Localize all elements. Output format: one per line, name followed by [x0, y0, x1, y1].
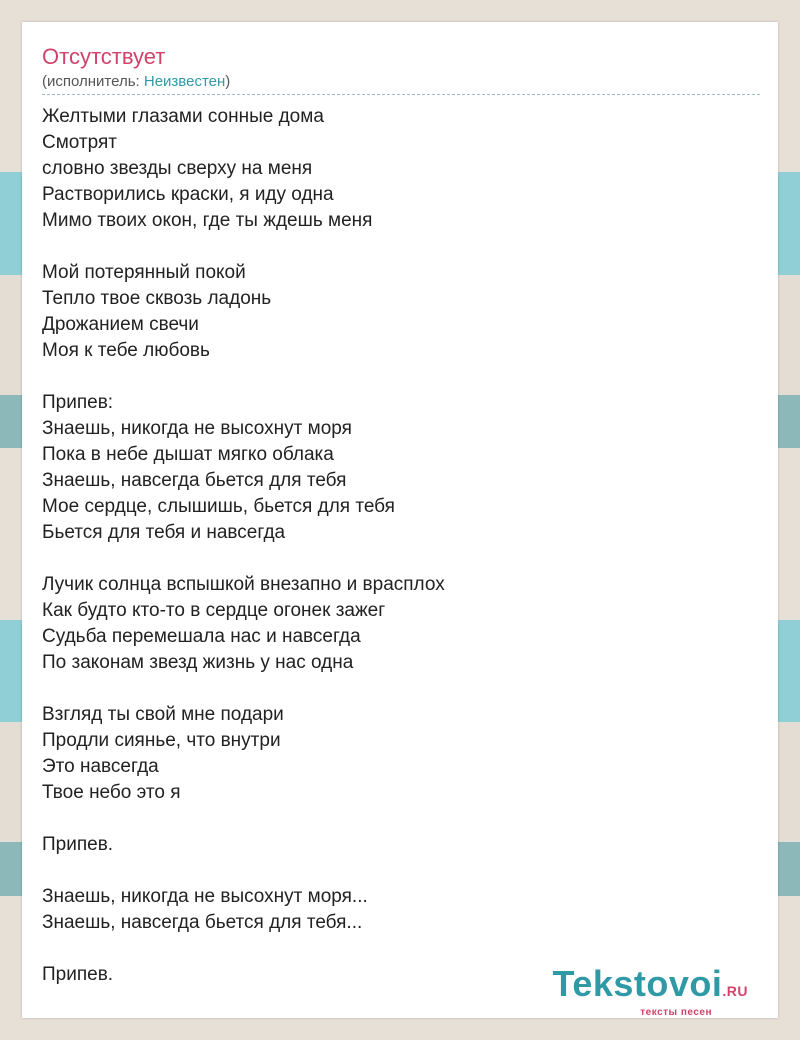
- lyric-line: [42, 234, 742, 260]
- lyric-line: Как будто кто-то в сердце огонек зажег: [42, 600, 386, 621]
- lyric-line: Мой потерянный покой: [42, 262, 246, 283]
- lyric-line: Знаешь, навсегда бьется для тебя...: [42, 912, 363, 933]
- lyric-line: Желтыми глазами сонные дома: [42, 106, 324, 127]
- lyric-line: По законам звезд жизнь у нас одна: [42, 652, 354, 673]
- lyric-line: Твое небо это я: [42, 782, 181, 803]
- lyric-line: Лучик солнца вспышкой внезапно и врасплох: [42, 574, 445, 595]
- lyric-line: Дрожанием свечи: [42, 314, 199, 335]
- lyric-line: Знаешь, никогда не высохнут моря...: [42, 886, 368, 907]
- lyrics-sheet: [22, 22, 778, 1018]
- lyric-line: Мимо твоих окон, где ты ждешь меня: [42, 210, 373, 231]
- lyric-line: Припев:: [42, 392, 114, 413]
- site-logo[interactable]: [552, 963, 749, 1018]
- logo-tagline: тексты песен: [640, 1007, 712, 1018]
- logo-domain-suffix: .RU: [722, 983, 748, 999]
- lyric-line: [42, 676, 742, 702]
- lyric-line: Растворились краски, я иду одна: [42, 184, 334, 205]
- logo-wordmark: [552, 963, 749, 1009]
- lyric-line: Смотрят: [42, 132, 117, 153]
- lyric-line: Пока в небе дышат мягко облака: [42, 444, 334, 465]
- lyric-line: Знаешь, никогда не высохнут моря: [42, 418, 352, 439]
- lyrics-text: [42, 104, 742, 988]
- lyric-line: Моя к тебе любовь: [42, 340, 210, 361]
- lyric-line: Взгляд ты свой мне подари: [42, 704, 284, 725]
- lyric-line: Это навсегда: [42, 756, 159, 777]
- lyric-line: Припев.: [42, 964, 114, 985]
- lyric-line: [42, 858, 742, 884]
- lyric-line: [42, 546, 742, 572]
- byline-suffix: ): [225, 73, 231, 90]
- lyric-line: Бьется для тебя и навсегда: [42, 522, 286, 543]
- lyric-line: [42, 364, 742, 390]
- lyric-line: [42, 936, 742, 962]
- lyric-line: Тепло твое сквозь ладонь: [42, 288, 272, 309]
- song-header: [42, 44, 760, 95]
- lyric-line: Знаешь, навсегда бьется для тебя: [42, 470, 347, 491]
- lyric-line: Продли сиянье, что внутри: [42, 730, 281, 751]
- lyric-line: Припев.: [42, 834, 114, 855]
- logo-main-text: Tekstovoi: [552, 963, 723, 1004]
- lyric-line: словно звезды сверху на меня: [42, 158, 313, 179]
- lyric-line: [42, 806, 742, 832]
- lyric-line: Судьба перемешала нас и навсегда: [42, 626, 361, 647]
- song-title: Отсутствует: [42, 44, 166, 69]
- byline-prefix: (исполнитель:: [42, 73, 144, 90]
- lyric-line: Мое сердце, слышишь, бьется для тебя: [42, 496, 395, 517]
- artist-link[interactable]: Неизвестен: [143, 73, 226, 90]
- artist-byline: [42, 73, 760, 91]
